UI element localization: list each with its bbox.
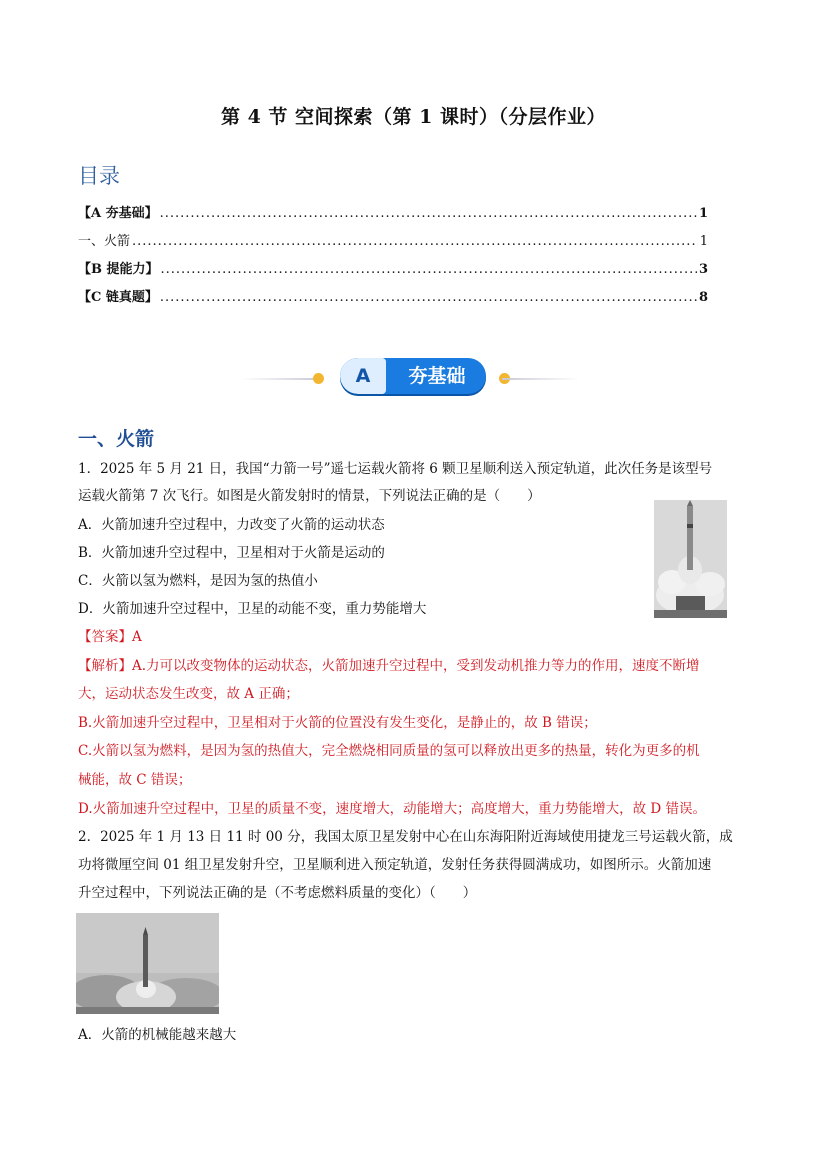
question-2-text-cont: 功将微厘空间 01 组卫星发射升空，卫星顺利进入预定轨道，发射任务获得圆满成功，如图所示。火箭加速: [78, 857, 712, 873]
question-1-text-cont: 运载火箭第 7 次飞行。如图是火箭发射时的情景，下列说法正确的是（ ）: [78, 488, 541, 504]
question-1-option-a: A．火箭加速升空过程中，力改变了火箭的运动状态: [78, 517, 385, 533]
toc-leader-dots: [161, 262, 697, 277]
toc-heading: 目录: [78, 164, 120, 188]
question-2-text: 2．2025 年 1 月 13 日 11 时 00 分，我国太原卫星发射中心在山东海阳附近海域使用捷龙三号运载火箭，成: [78, 829, 733, 845]
toc-entry-c[interactable]: [78, 286, 708, 308]
question-2-text-cont-2: 升空过程中，下列说法正确的是（不考虑燃料质量的变化）（ ）: [78, 885, 477, 901]
rocket-launch-photo-2: [76, 913, 219, 1014]
toc-entry-label: 【A 夯基础】: [78, 206, 158, 221]
toc-entry-page: 3: [698, 262, 708, 277]
toc-entry-label: 【B 提能力】: [78, 262, 159, 277]
question-1-text: 1．2025 年 5 月 21 日，我国“力箭一号”遥七运载火箭将 6 颗卫星顺利送入预定轨道，此次任务是该型号: [78, 461, 713, 477]
question-1-analysis-4: C.火箭以氢为燃料，是因为氢的热值大，完全燃烧相同质量的氢可以释放出更多的热量，转化为更多的机: [78, 743, 700, 759]
toc-entry-page: 8: [698, 290, 708, 305]
banner-pill: [340, 358, 486, 394]
banner-left-dot: [313, 373, 324, 384]
question-2-option-a: A．火箭的机械能越来越大: [78, 1027, 237, 1043]
section-heading: 一、火箭: [78, 428, 155, 450]
question-1-analysis-6: D.火箭加速升空过程中，卫星的质量不变，速度增大，动能增大；高度增大，重力势能增大，故 D 错误。: [78, 801, 707, 817]
toc-leader-dots: [132, 234, 698, 249]
question-1-analysis-5: 械能，故 C 错误；: [78, 772, 192, 788]
question-1-analysis-3: B.火箭加速升空过程中，卫星相对于火箭的位置没有发生变化，是静止的，故 B 错误；: [78, 715, 597, 731]
rocket-launch-photo-1: [654, 500, 727, 618]
question-1-answer: 【答案】A: [78, 629, 142, 645]
question-1-option-d: D．火箭加速升空过程中，卫星的动能不变，重力势能增大: [78, 601, 427, 617]
toc-entry-rocket[interactable]: [78, 230, 708, 252]
question-1-analysis-1: 【解析】A.力可以改变物体的运动状态，火箭加速升空过程中，受到发动机推力等力的作用，速度不断增: [78, 658, 700, 674]
section-banner: [240, 356, 580, 400]
toc-entry-page: 1: [698, 206, 708, 221]
question-1-analysis-2: 大，运动状态发生改变，故 A 正确；: [78, 686, 299, 702]
toc-leader-dots: [160, 290, 697, 305]
banner-left-line: [240, 378, 318, 380]
toc-entry-a[interactable]: [78, 202, 708, 224]
toc-entry-label: 【C 链真题】: [78, 290, 158, 305]
banner-text: 夯基础: [408, 365, 466, 387]
page-title: 第 4 节 空间探索（第 1 课时）（分层作业）: [220, 106, 606, 128]
toc-entry-b[interactable]: [78, 258, 708, 280]
rocket-launch-image-1: [654, 500, 727, 618]
rocket-launch-image-2: [76, 913, 219, 1014]
toc-entry-page: 1: [699, 234, 708, 249]
toc-leader-dots: [160, 206, 697, 221]
banner-letter: A: [340, 358, 386, 394]
toc-entry-label: 一、火箭: [78, 234, 131, 249]
question-1-option-c: C．火箭以氢为燃料，是因为氢的热值小: [78, 573, 318, 589]
question-1-option-b: B．火箭加速升空过程中，卫星相对于火箭是运动的: [78, 545, 385, 561]
banner-right-line: [502, 378, 580, 380]
